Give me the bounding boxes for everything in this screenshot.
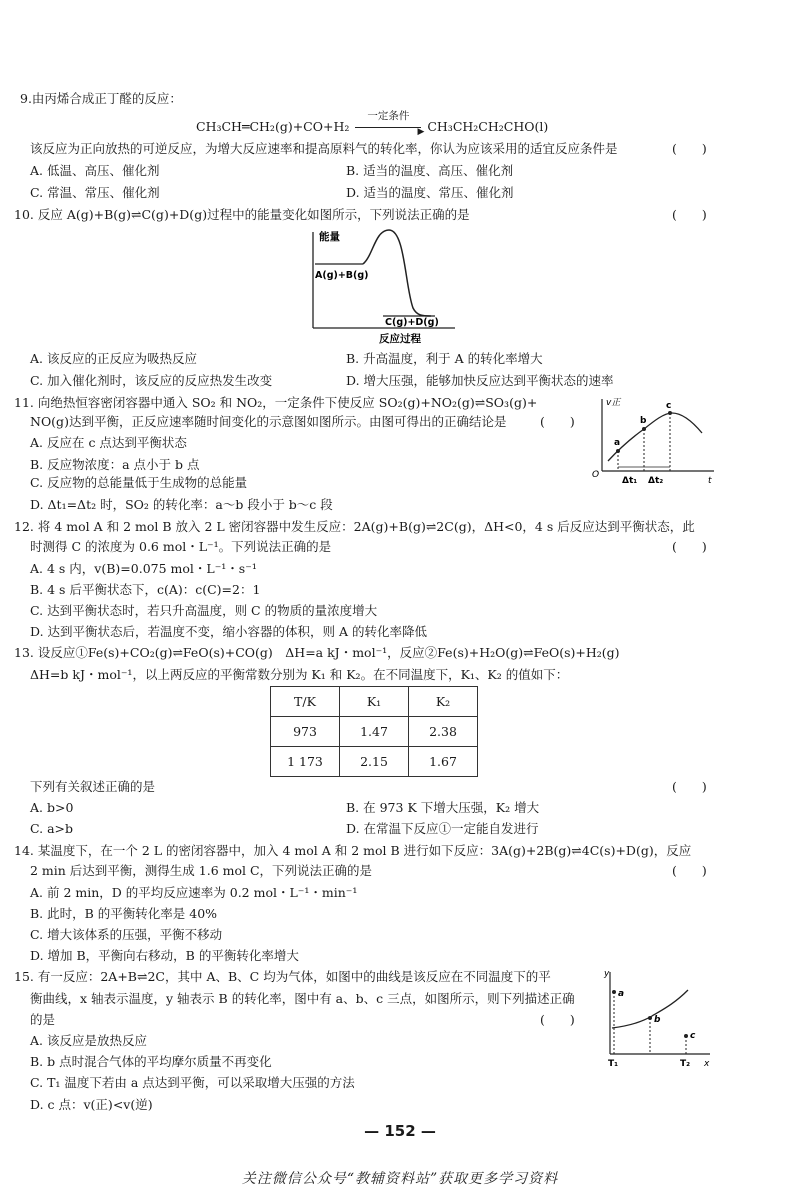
table-cell: 2.38: [409, 717, 478, 747]
q10-reactants-label: A(g)+B(g): [315, 270, 369, 281]
q15-x-label: x: [704, 1059, 710, 1068]
q11-label-a: a: [614, 438, 621, 448]
q12-line2: 时测得 C 的浓度为 0.6 mol・L⁻¹。下列说法正确的是: [30, 539, 332, 554]
q10-products-label: C(g)+D(g): [385, 317, 439, 328]
table-cell: 973: [271, 717, 340, 747]
q9-answer-paren: ( ): [672, 141, 707, 156]
q14-answer-paren: ( ): [672, 863, 707, 878]
q10-energy-diagram: [305, 226, 465, 348]
q11-line1: 11. 向绝热恒容密闭容器中通入 SO₂ 和 NO₂，一定条件下使反应 SO₂(g)+NO₂(g)⇌SO₃(g)+: [14, 395, 538, 410]
q10-option-b: B. 升高温度，利于 A 的转化率增大: [346, 351, 543, 366]
q11-dt2-label: Δt₂: [648, 476, 664, 486]
q13-k-table: [270, 686, 478, 777]
q13-option-c: C. a>b: [30, 821, 73, 836]
q11-dt1-label: Δt₁: [622, 476, 638, 486]
q10-option-d: D. 增大压强，能够加快反应达到平衡状态的速率: [346, 373, 614, 388]
q11-y-label: v正: [606, 398, 621, 408]
q9-question: 该反应为正向放热的可逆反应，为增大反应速率和提高原料气的转化率，你认为应该采用的适宜反应条件是: [30, 141, 618, 156]
table-row: [271, 747, 478, 777]
q15-option-b: B. b 点时混合气体的平均摩尔质量不再变化: [30, 1054, 272, 1069]
table-header: K₁: [340, 687, 409, 717]
energy-curve: [363, 230, 431, 316]
q14-line1: 14. 某温度下，在一个 2 L 的密闭容器中，加入 4 mol A 和 2 mol B 进行如下反应：3A(g)+2B(g)⇌4C(s)+D(g)，反应: [14, 843, 692, 858]
q9-eq-left: CH₃CH═CH₂(g)+CO+H₂: [196, 119, 350, 134]
table-cell: 1 173: [271, 747, 340, 777]
q15-line2: 衡曲线，x 轴表示温度，y 轴表示 B 的转化率，图中有 a、b、c 三点，如图所示，则下列描述正确: [30, 991, 575, 1006]
q15-answer-paren: ( ): [540, 1012, 575, 1027]
q13-question: 下列有关叙述正确的是: [30, 779, 156, 794]
q15-conversion-graph: [598, 966, 716, 1068]
q15-line3: 的是: [30, 1012, 56, 1027]
q13-answer-paren: ( ): [672, 779, 707, 794]
arrow-right-icon: ▶: [355, 127, 421, 128]
q13-line2: ΔH=b kJ・mol⁻¹，以上两反应的平衡常数分别为 K₁ 和 K₂。在不同温度下，K₁、K₂ 的值如下：: [30, 667, 569, 682]
q11-label-b: b: [640, 416, 647, 426]
q11-answer-paren: ( ): [540, 414, 575, 429]
q14-option-a: A. 前 2 min，D 的平均反应速率为 0.2 mol・L⁻¹・min⁻¹: [30, 885, 358, 900]
table-header-row: [271, 687, 478, 717]
q11-origin-label: O: [592, 470, 600, 480]
q14-option-b: B. 此时，B 的平衡转化率是 40%: [30, 906, 218, 921]
q10-y-label: 能量: [319, 231, 340, 243]
q15-line1: 15. 有一反应：2A+B⇌2C，其中 A、B、C 均为气体，如图中的曲线是该反应在不同温度下的平: [14, 969, 551, 984]
q15-y-label: y: [604, 969, 610, 979]
q9-eq-arrow: [353, 110, 425, 137]
q15-t2-label: T₂: [680, 1059, 691, 1068]
q13-option-a: A. b>0: [30, 800, 74, 815]
footer-note: 关注微信公众号“教辅资料站”获取更多学习资料: [241, 1171, 559, 1187]
table-header: K₂: [409, 687, 478, 717]
q11-label-c: c: [666, 401, 672, 411]
q9-option-a: A. 低温、高压、催化剂: [30, 163, 160, 178]
q9-option-d: D. 适当的温度、常压、催化剂: [346, 185, 514, 200]
q14-option-d: D. 增加 B，平衡向右移动，B 的平衡转化率增大: [30, 948, 299, 963]
q9-eq-right: CH₃CH₂CH₂CHO(l): [427, 119, 549, 134]
q11-option-a: A. 反应在 c 点达到平衡状态: [30, 435, 187, 450]
q10-x-label: 反应过程: [379, 333, 421, 345]
table-cell: 1.67: [409, 747, 478, 777]
q11-option-c: C. 反应物的总能量低于生成物的总能量: [30, 475, 248, 490]
q15-label-b: b: [654, 1015, 661, 1025]
table-row: [271, 717, 478, 747]
rate-curve: [608, 413, 702, 461]
table-cell: 2.15: [340, 747, 409, 777]
q15-t1-label: T₁: [608, 1059, 619, 1068]
q10-answer-paren: ( ): [672, 207, 707, 222]
q13-option-d: D. 在常温下反应①一定能自发进行: [346, 821, 539, 836]
table-cell: 1.47: [340, 717, 409, 747]
q11-x-label: t: [708, 476, 712, 486]
q10-stem: 10. 反应 A(g)+B(g)⇌C(g)+D(g)过程中的能量变化如图所示，下列说法正确的是: [14, 207, 470, 222]
q15-label-a: a: [618, 989, 625, 999]
q9-option-b: B. 适当的温度、高压、催化剂: [346, 163, 514, 178]
q12-line1: 12. 将 4 mol A 和 2 mol B 放入 2 L 密闭容器中发生反应：2A(g)+B(g)⇌2C(g)，ΔH<0，4 s 后反应达到平衡状态，此: [14, 519, 695, 534]
q15-option-d: D. c 点：v(正)<v(逆): [30, 1097, 153, 1112]
page-number: — 152 —: [364, 1122, 436, 1140]
q12-option-a: A. 4 s 内，v(B)=0.075 mol・L⁻¹・s⁻¹: [30, 561, 257, 576]
q11-rate-graph: [590, 393, 720, 489]
q11-option-b: B. 反应物浓度：a 点小于 b 点: [30, 457, 200, 472]
q12-option-c: C. 达到平衡状态时，若只升高温度，则 C 的物质的量浓度增大: [30, 603, 378, 618]
q10-option-a: A. 该反应的正反应为吸热反应: [30, 351, 197, 366]
q15-label-c: c: [690, 1031, 696, 1041]
q13-option-b: B. 在 973 K 下增大压强，K₂ 增大: [346, 800, 540, 815]
q14-option-c: C. 增大该体系的压强，平衡不移动: [30, 927, 223, 942]
q9-option-c: C. 常温、常压、催化剂: [30, 185, 160, 200]
q9-eq-condition: 一定条件: [367, 110, 410, 122]
q12-option-b: B. 4 s 后平衡状态下，c(A)：c(C)=2：1: [30, 582, 261, 597]
q9-stem: 9.由丙烯合成正丁醛的反应：: [20, 91, 182, 106]
table-header: T/K: [271, 687, 340, 717]
q12-answer-paren: ( ): [672, 539, 707, 554]
q14-line2: 2 min 后达到平衡，测得生成 1.6 mol C，下列说法正确的是: [30, 863, 373, 878]
q13-line1: 13. 设反应①Fe(s)+CO₂(g)⇌FeO(s)+CO(g) ΔH=a kJ・mol⁻¹，反应②Fe(s)+H₂O(g)⇌FeO(s)+H₂(g): [14, 645, 620, 660]
q10-option-c: C. 加入催化剂时，该反应的反应热发生改变: [30, 373, 273, 388]
q15-option-a: A. 该反应是放热反应: [30, 1033, 147, 1048]
q15-option-c: C. T₁ 温度下若由 a 点达到平衡，可以采取增大压强的方法: [30, 1075, 355, 1090]
q9-equation: [196, 110, 549, 137]
q12-option-d: D. 达到平衡状态后，若温度不变，缩小容器的体积，则 A 的转化率降低: [30, 624, 427, 639]
q11-option-d: D. Δt₁=Δt₂ 时，SO₂ 的转化率：a～b 段小于 b～c 段: [30, 497, 333, 512]
q11-line2: NO(g)达到平衡，正反应速率随时间变化的示意图如图所示。由图可得出的正确结论是: [30, 414, 507, 429]
